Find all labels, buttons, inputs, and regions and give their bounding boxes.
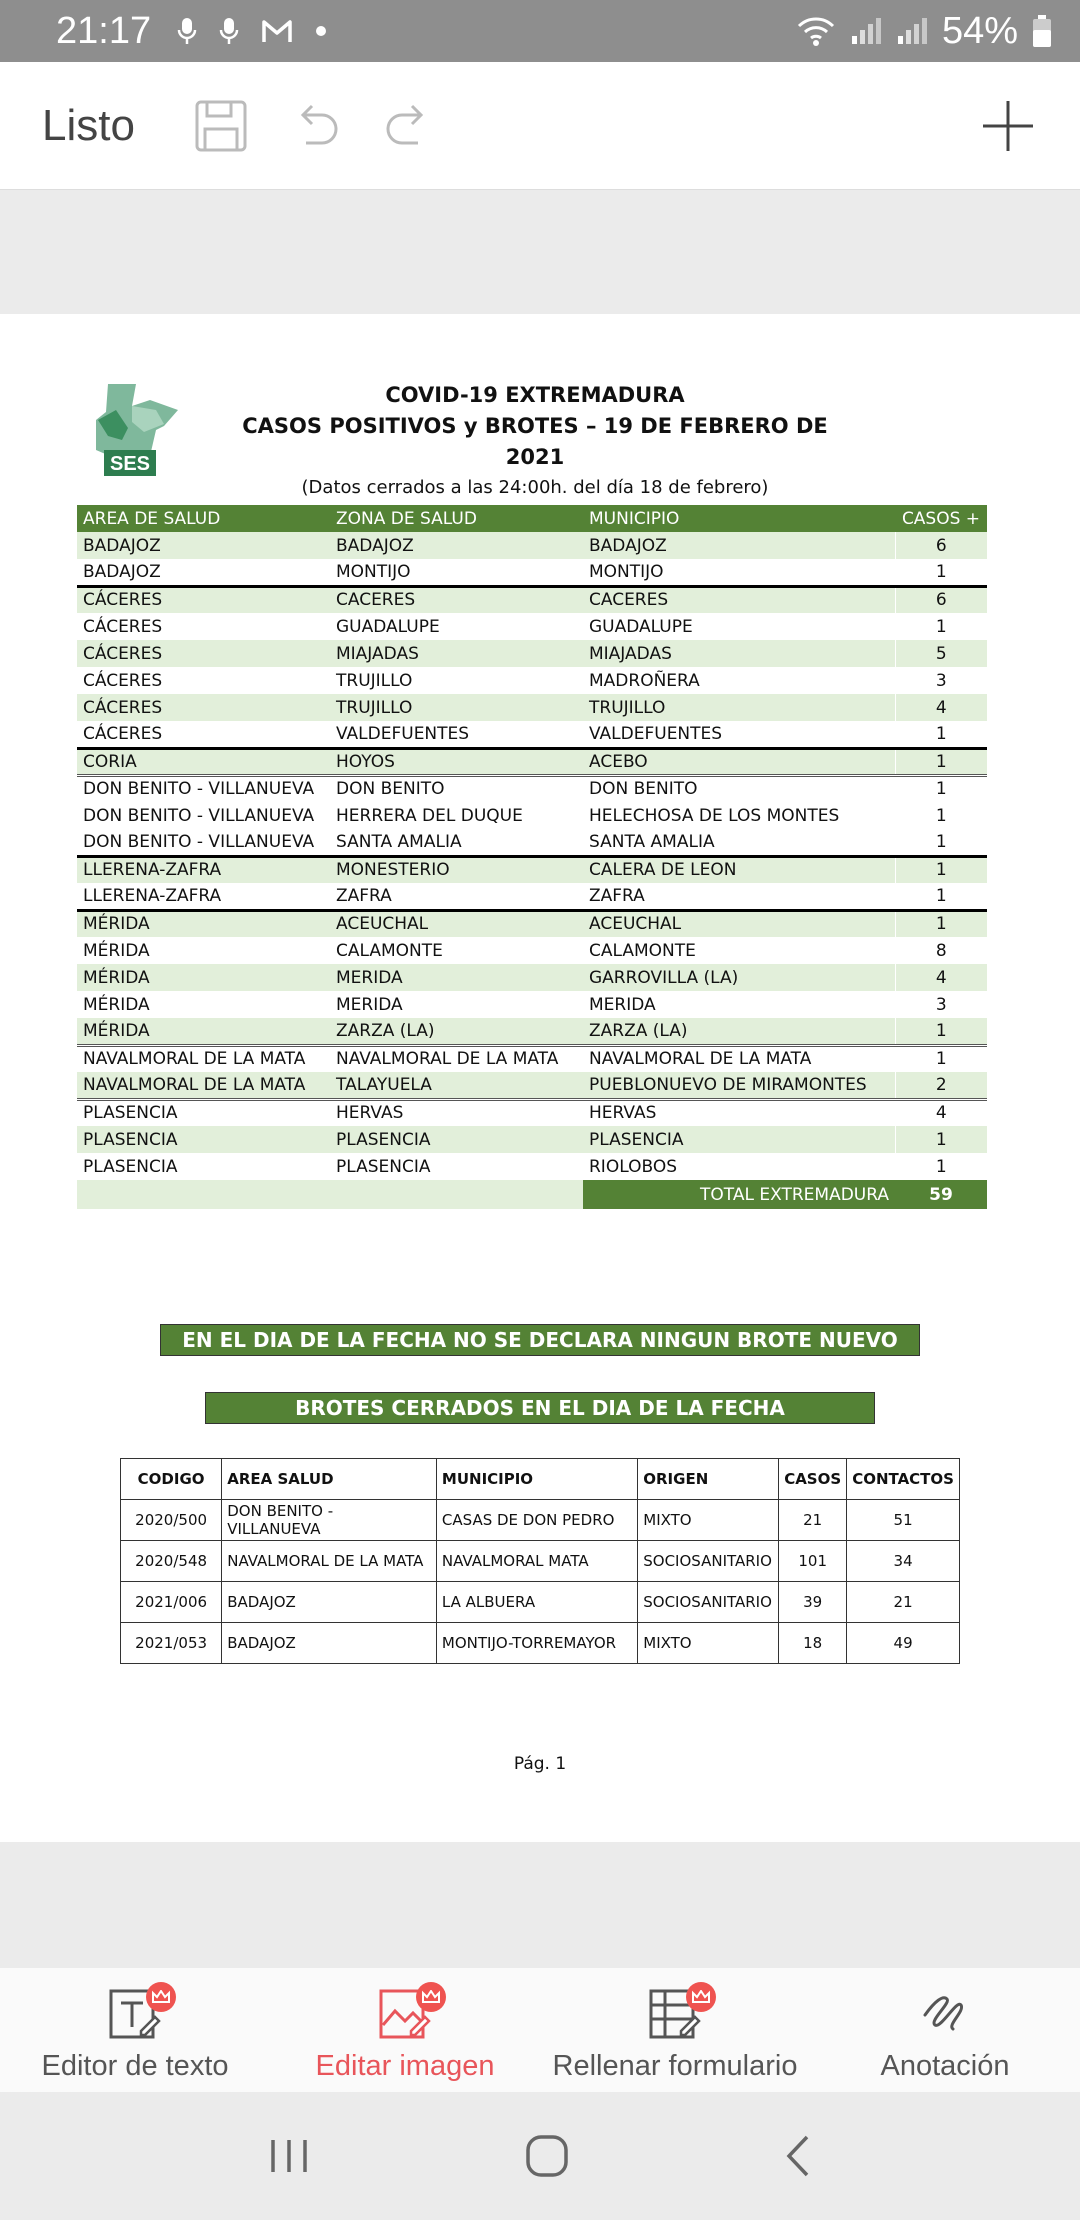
title-line-3: (Datos cerrados a las 24:00h. del día 18 de febrero) bbox=[301, 477, 769, 498]
cell-casos: 1 bbox=[895, 1045, 987, 1072]
cell-area: CÁCERES bbox=[77, 586, 330, 613]
table-row bbox=[77, 613, 987, 640]
cell-codigo: 2020/548 bbox=[121, 1541, 222, 1582]
cell-area-salud: BADAJOZ bbox=[222, 1582, 437, 1623]
cell-area: MÉRIDA bbox=[77, 964, 330, 991]
cell-area: PLASENCIA bbox=[83, 1156, 178, 1177]
table-row bbox=[77, 559, 987, 586]
title-line-2: CASOS POSITIVOS y BROTES – 19 DE FEBRERO DE 2021 bbox=[242, 414, 828, 469]
fill-form-label: Rellenar formulario bbox=[552, 2050, 798, 2082]
total-blank bbox=[330, 1180, 583, 1209]
cell-casos: 1 bbox=[895, 802, 987, 829]
cell-municipio: CALAMONTE bbox=[589, 940, 696, 961]
cell-municipio: RIOLOBOS bbox=[589, 1156, 677, 1177]
edit-image-label: Editar imagen bbox=[315, 2050, 495, 2082]
page-gap bbox=[0, 190, 1080, 314]
cell-zona: TALAYUELA bbox=[330, 1072, 583, 1099]
table-row bbox=[77, 802, 987, 829]
cell-casos: 4 bbox=[895, 694, 987, 721]
cell-codigo: 2020/500 bbox=[121, 1500, 222, 1541]
cell-municipio: MONTIJO-TORREMAYOR bbox=[436, 1623, 637, 1664]
cell-zona: ACEUCHAL bbox=[330, 910, 583, 937]
cell-area: CÁCERES bbox=[83, 616, 163, 637]
cell-zona: TRUJILLO bbox=[330, 694, 583, 721]
cell-area: MÉRIDA bbox=[77, 1018, 330, 1045]
cell-area: PLASENCIA bbox=[77, 1126, 330, 1153]
redo-icon bbox=[382, 101, 432, 151]
header-origen: ORIGEN bbox=[638, 1459, 779, 1500]
brotes-header-row bbox=[121, 1459, 960, 1500]
no-new-outbreak-banner: EN EL DIA DE LA FECHA NO SE DECLARA NINGUN BROTE NUEVO bbox=[160, 1324, 920, 1356]
total-blank bbox=[77, 1180, 330, 1209]
table-row bbox=[77, 667, 987, 694]
cell-zona: TRUJILLO bbox=[336, 670, 413, 691]
text-editor-button[interactable] bbox=[0, 1968, 270, 2092]
cell-municipio: CASAS DE DON PEDRO bbox=[436, 1500, 637, 1541]
cell-casos: 6 bbox=[895, 586, 987, 613]
cases-header-row bbox=[77, 505, 987, 532]
table-row bbox=[77, 1099, 987, 1126]
header-municipio: MUNICIPIO bbox=[583, 505, 895, 532]
signal-icon bbox=[850, 16, 882, 46]
table-row bbox=[121, 1623, 960, 1664]
cell-casos: 1 bbox=[895, 748, 987, 775]
header-casos: CASOS + bbox=[895, 505, 987, 532]
annotation-button[interactable] bbox=[810, 1968, 1080, 2092]
done-button[interactable]: Listo bbox=[42, 100, 135, 150]
cell-area: CÁCERES bbox=[77, 640, 330, 667]
cell-zona: MIAJADAS bbox=[330, 640, 583, 667]
closed-outbreaks-table bbox=[120, 1458, 960, 1664]
add-button[interactable] bbox=[978, 96, 1038, 156]
cell-municipio: MADROÑERA bbox=[589, 670, 700, 691]
cell-area: CÁCERES bbox=[77, 694, 330, 721]
status-bar bbox=[0, 0, 1080, 62]
cell-casos: 2 bbox=[895, 1072, 987, 1099]
cell-zona: PLASENCIA bbox=[336, 1156, 431, 1177]
table-row bbox=[77, 586, 987, 613]
cell-area: DON BENITO - VILLANUEVA bbox=[77, 775, 330, 802]
status-time: 21:17 bbox=[56, 9, 152, 52]
cell-zona: GUADALUPE bbox=[336, 616, 440, 637]
document-title bbox=[240, 380, 830, 502]
cell-municipio: HELECHOSA DE LOS MONTES bbox=[589, 805, 840, 826]
table-row bbox=[77, 1126, 987, 1153]
table-row bbox=[77, 856, 987, 883]
cell-municipio: HERVAS bbox=[583, 1099, 895, 1126]
cell-contactos: 51 bbox=[847, 1500, 960, 1541]
plus-icon bbox=[981, 99, 1035, 153]
header-zona: ZONA DE SALUD bbox=[330, 505, 583, 532]
table-row bbox=[77, 721, 987, 748]
cell-municipio: ACEBO bbox=[583, 748, 895, 775]
cell-area: MÉRIDA bbox=[77, 910, 330, 937]
cell-origen: MIXTO bbox=[638, 1623, 779, 1664]
text-editor-label: Editor de texto bbox=[41, 2050, 229, 2082]
cell-municipio: ZARZA (LA) bbox=[583, 1018, 895, 1045]
recent-apps-icon[interactable] bbox=[267, 2136, 311, 2176]
cell-casos: 1 bbox=[895, 721, 987, 748]
edit-image-button[interactable] bbox=[270, 1968, 540, 2092]
home-icon[interactable] bbox=[524, 2133, 570, 2179]
redo-button[interactable] bbox=[377, 96, 437, 156]
cell-area: CORIA bbox=[77, 748, 330, 775]
cell-casos: 1 bbox=[895, 1018, 987, 1045]
cell-municipio: MONTIJO bbox=[589, 561, 664, 582]
table-row bbox=[77, 1045, 987, 1072]
cell-casos: 18 bbox=[779, 1623, 847, 1664]
cell-municipio: PLASENCIA bbox=[583, 1126, 895, 1153]
annotation-icon bbox=[917, 1985, 973, 2041]
cell-area: NAVALMORAL DE LA MATA bbox=[77, 1072, 330, 1099]
cell-contactos: 34 bbox=[847, 1541, 960, 1582]
back-icon[interactable] bbox=[783, 2133, 813, 2179]
premium-crown-icon bbox=[416, 1982, 446, 2012]
cell-area: PLASENCIA bbox=[77, 1099, 330, 1126]
cell-area: CÁCERES bbox=[83, 670, 163, 691]
table-row bbox=[77, 694, 987, 721]
cell-casos: 4 bbox=[895, 964, 987, 991]
ses-logo bbox=[88, 380, 180, 480]
cell-area: BADAJOZ bbox=[83, 561, 161, 582]
table-row bbox=[77, 910, 987, 937]
header-area: AREA DE SALUD bbox=[77, 505, 330, 532]
header-area-salud: AREA SALUD bbox=[222, 1459, 437, 1500]
cell-casos: 1 bbox=[895, 829, 987, 856]
table-row bbox=[77, 532, 987, 559]
closed-outbreaks-banner: BROTES CERRADOS EN EL DIA DE LA FECHA bbox=[205, 1392, 875, 1424]
cell-area: DON BENITO - VILLANUEVA bbox=[83, 831, 315, 852]
cell-casos: 1 bbox=[895, 559, 987, 586]
table-row bbox=[77, 748, 987, 775]
cell-zona: DON BENITO bbox=[330, 775, 583, 802]
page-number: Pág. 1 bbox=[513, 1754, 567, 1774]
cell-zona: HERRERA DEL DUQUE bbox=[336, 805, 523, 826]
cell-zona: CALAMONTE bbox=[336, 940, 443, 961]
cell-municipio: MIAJADAS bbox=[583, 640, 895, 667]
table-row bbox=[77, 883, 987, 910]
cell-municipio: NAVALMORAL DE LA MATA bbox=[583, 1045, 895, 1072]
cell-casos: 6 bbox=[895, 532, 987, 559]
table-row bbox=[121, 1582, 960, 1623]
cell-municipio: CACERES bbox=[583, 586, 895, 613]
save-button[interactable] bbox=[191, 96, 251, 156]
microphone-icon bbox=[177, 16, 197, 46]
system-nav-bar bbox=[0, 2092, 1080, 2220]
cell-area: DON BENITO - VILLANUEVA bbox=[83, 805, 315, 826]
table-row bbox=[77, 1072, 987, 1099]
document-page[interactable] bbox=[0, 314, 1080, 1842]
annotation-label: Anotación bbox=[880, 2050, 1010, 2082]
fill-form-button[interactable] bbox=[540, 1968, 810, 2092]
cell-area: NAVALMORAL DE LA MATA bbox=[77, 1045, 330, 1072]
cell-contactos: 49 bbox=[847, 1623, 960, 1664]
cell-zona: HERVAS bbox=[330, 1099, 583, 1126]
cell-casos: 1 bbox=[895, 1126, 987, 1153]
cell-municipio: LA ALBUERA bbox=[436, 1582, 637, 1623]
cell-casos: 1 bbox=[895, 910, 987, 937]
cell-casos: 4 bbox=[895, 1099, 987, 1126]
cell-zona: MONESTERIO bbox=[330, 856, 583, 883]
cell-zona: MERIDA bbox=[330, 964, 583, 991]
total-label: TOTAL EXTREMADURA bbox=[583, 1180, 895, 1209]
header-municipio: MUNICIPIO bbox=[436, 1459, 637, 1500]
premium-crown-icon bbox=[686, 1982, 716, 2012]
table-row bbox=[77, 1153, 987, 1180]
top-toolbar bbox=[0, 62, 1080, 190]
table-row bbox=[77, 937, 987, 964]
undo-button[interactable] bbox=[287, 96, 347, 156]
table-row bbox=[77, 775, 987, 802]
bottom-tool-bar bbox=[0, 1968, 1080, 2092]
cell-zona: NAVALMORAL DE LA MATA bbox=[330, 1045, 583, 1072]
cell-municipio: DON BENITO bbox=[583, 775, 895, 802]
cell-casos: 39 bbox=[779, 1582, 847, 1623]
cell-municipio: BADAJOZ bbox=[583, 532, 895, 559]
cell-casos: 1 bbox=[895, 775, 987, 802]
cell-codigo: 2021/053 bbox=[121, 1623, 222, 1664]
table-row bbox=[77, 991, 987, 1018]
table-row bbox=[77, 829, 987, 856]
cell-area-salud: BADAJOZ bbox=[222, 1623, 437, 1664]
cell-zona: MERIDA bbox=[336, 994, 403, 1015]
battery-icon bbox=[1032, 14, 1052, 48]
wifi-icon bbox=[796, 15, 836, 47]
cell-municipio: MERIDA bbox=[589, 994, 656, 1015]
premium-crown-icon bbox=[146, 1982, 176, 2012]
cell-casos: 1 bbox=[895, 856, 987, 883]
table-row bbox=[121, 1500, 960, 1541]
svg-text:SES: SES bbox=[109, 453, 151, 475]
cell-casos: 1 bbox=[895, 883, 987, 910]
cell-zona: ZARZA (LA) bbox=[330, 1018, 583, 1045]
cell-zona: BADAJOZ bbox=[330, 532, 583, 559]
cell-origen: SOCIOSANITARIO bbox=[638, 1582, 779, 1623]
cell-casos: 3 bbox=[895, 991, 987, 1018]
cell-area: MÉRIDA bbox=[83, 940, 150, 961]
cell-casos: 1 bbox=[895, 1153, 987, 1180]
cell-municipio: NAVALMORAL MATA bbox=[436, 1541, 637, 1582]
battery-percent: 54% bbox=[941, 9, 1018, 52]
signal-icon bbox=[896, 16, 928, 46]
cell-municipio: VALDEFUENTES bbox=[589, 723, 723, 744]
cell-codigo: 2021/006 bbox=[121, 1582, 222, 1623]
undo-icon bbox=[292, 101, 342, 151]
cell-zona: HOYOS bbox=[330, 748, 583, 775]
cell-casos: 8 bbox=[895, 937, 987, 964]
cell-area: LLERENA-ZAFRA bbox=[83, 885, 222, 906]
cell-municipio: ZAFRA bbox=[589, 885, 645, 906]
gmail-icon bbox=[261, 18, 293, 44]
cell-zona: SANTA AMALIA bbox=[336, 831, 462, 852]
cell-casos: 21 bbox=[779, 1500, 847, 1541]
cell-area: BADAJOZ bbox=[77, 532, 330, 559]
cell-origen: SOCIOSANITARIO bbox=[638, 1541, 779, 1582]
cell-zona: PLASENCIA bbox=[330, 1126, 583, 1153]
cell-municipio: GUADALUPE bbox=[589, 616, 693, 637]
cell-casos: 3 bbox=[895, 667, 987, 694]
table-row bbox=[77, 1018, 987, 1045]
cell-area: CÁCERES bbox=[83, 723, 163, 744]
cases-table bbox=[77, 505, 987, 1209]
cell-zona: VALDEFUENTES bbox=[336, 723, 470, 744]
table-row bbox=[77, 640, 987, 667]
header-codigo: CODIGO bbox=[121, 1459, 222, 1500]
table-row bbox=[121, 1541, 960, 1582]
header-contactos: CONTACTOS bbox=[847, 1459, 960, 1500]
cell-municipio: ACEUCHAL bbox=[583, 910, 895, 937]
table-row bbox=[77, 964, 987, 991]
title-line-1: COVID-19 EXTREMADURA bbox=[385, 383, 685, 407]
total-row bbox=[77, 1180, 987, 1209]
cell-origen: MIXTO bbox=[638, 1500, 779, 1541]
cell-zona: ZAFRA bbox=[336, 885, 392, 906]
cell-area: LLERENA-ZAFRA bbox=[77, 856, 330, 883]
cell-area-salud: NAVALMORAL DE LA MATA bbox=[222, 1541, 437, 1582]
cell-area: MÉRIDA bbox=[83, 994, 150, 1015]
cell-contactos: 21 bbox=[847, 1582, 960, 1623]
microphone-icon bbox=[219, 16, 239, 46]
save-icon bbox=[194, 99, 248, 153]
cell-municipio: CALERA DE LEON bbox=[583, 856, 895, 883]
cell-zona: MONTIJO bbox=[336, 561, 411, 582]
cell-zona: CACERES bbox=[330, 586, 583, 613]
cell-casos: 1 bbox=[895, 613, 987, 640]
dot-icon bbox=[315, 25, 327, 37]
cell-municipio: GARROVILLA (LA) bbox=[583, 964, 895, 991]
cell-municipio: TRUJILLO bbox=[583, 694, 895, 721]
cell-casos: 5 bbox=[895, 640, 987, 667]
cell-area-salud: DON BENITO - VILLANUEVA bbox=[222, 1500, 437, 1541]
total-value: 59 bbox=[895, 1180, 987, 1209]
cell-casos: 101 bbox=[779, 1541, 847, 1582]
cell-municipio: PUEBLONUEVO DE MIRAMONTES bbox=[583, 1072, 895, 1099]
header-casos: CASOS bbox=[779, 1459, 847, 1500]
cell-municipio: SANTA AMALIA bbox=[589, 831, 715, 852]
